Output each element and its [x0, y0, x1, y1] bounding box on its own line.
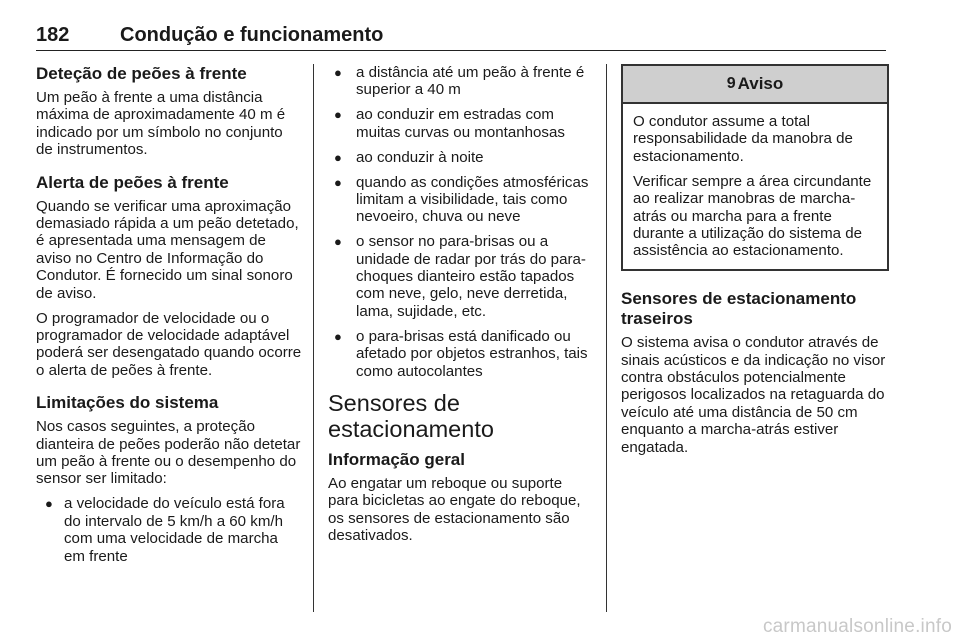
- warning-paragraph: O condutor assume a total responsabilidade da manobra de estacionamento.: [633, 113, 853, 165]
- warning-title: Aviso: [737, 74, 784, 94]
- column-divider: [606, 64, 607, 612]
- list-item-text: ao conduzir à noite: [356, 148, 484, 166]
- bullet-list-conditions: [328, 64, 590, 380]
- paragraph-limitacoes: Nos casos seguintes, a proteção dianteira de peões poderão não detetar um peão à frente ou o desempenho do sensor ser limitado:: [36, 418, 301, 488]
- list-item-text: a distância até um peão à frente é superior a 40 m: [356, 64, 585, 99]
- bullet-icon: ●: [334, 149, 342, 165]
- bullet-icon: ●: [334, 174, 342, 190]
- column-left: [36, 64, 302, 572]
- heading-sensores-traseiros: Sensores de estacionamento traseiros: [621, 289, 857, 329]
- paragraph-programador: O programador de velocidade ou o programador de velocidade adaptável poderá ser desengatado quando ocorre o alerta de peões à frente.: [36, 309, 302, 379]
- page-header: [36, 22, 886, 51]
- page-number: 182: [36, 24, 70, 46]
- list-item: [328, 64, 590, 99]
- list-item: [328, 328, 590, 380]
- paragraph-alerta: Quando se verificar uma aproximação demasiado rápida a um peão detetado, é apresentada uma mensagem de aviso no Centro de Informação do Condutor. É fornecido um sinal sonoro de aviso.: [36, 197, 299, 302]
- warning-paragraph: Verificar sempre a área circundante ao realizar manobras de marcha-atrás ou marcha para a frente durante a utilização do sistema de assistência ao estacionamento.: [633, 172, 872, 260]
- paragraph-reboque: Ao engatar um reboque ou suporte para bicicletas ao engate do reboque, os sensores de estacionamento são desativados.: [328, 475, 581, 545]
- list-item: [328, 174, 590, 226]
- list-item-text: a velocidade do veículo está fora do intervalo de 5 km/h a 60 km/h com uma velocidade de marcha em frente: [64, 495, 285, 565]
- list-item: [328, 233, 590, 320]
- list-item-text: ao conduzir em estradas com muitas curvas ou montanhosas: [356, 106, 565, 141]
- bullet-icon: ●: [334, 234, 342, 250]
- warning-header: [623, 66, 887, 104]
- bullet-icon: ●: [45, 496, 53, 512]
- column-divider: [313, 64, 314, 612]
- list-item-text: o para-brisas está danificado ou afetado por objetos estranhos, tais como autocolantes: [356, 327, 588, 380]
- page-title: Condução e funcionamento: [120, 24, 384, 46]
- heading-alerta: Alerta de peões à frente: [36, 172, 229, 192]
- list-item-text: o sensor no para-brisas ou a unidade de radar por trás do para-choques dianteiro estão tapados com neve, gelo, neve derretida, lama, sujidade, etc.: [356, 233, 586, 320]
- list-item: [36, 495, 302, 565]
- bullet-icon: ●: [334, 107, 342, 123]
- heading-limitacoes: Limitações do sistema: [36, 393, 219, 413]
- paragraph-detecao: Um peão à frente a uma distância máxima de aproximadamente 40 m é indicado por um símbolo no conjunto de instrumentos.: [36, 89, 286, 159]
- watermark: carmanualsonline.info: [762, 616, 952, 637]
- column-right: [621, 64, 889, 464]
- paragraph-sensores-traseiros: O sistema avisa o condutor através de sinais acústicos e da indicação no visor contra obstáculos potencialmente perigosos localizados na retaguarda do veículo até uma distância de 50 cm enquanto a marcha-atrás estiver engatada.: [621, 334, 886, 456]
- section-heading-sensores: Sensores de estacionamento: [328, 390, 494, 442]
- list-item: [328, 149, 590, 166]
- bullet-icon: ●: [334, 328, 342, 344]
- column-middle: [328, 64, 590, 552]
- list-item-text: quando as condições atmosféricas limitam a visibilidade, tais como nevoeiro, chuva ou neve: [356, 173, 589, 226]
- warning-triangle-icon: 9: [726, 75, 736, 93]
- heading-informacao-geral: Informação geral: [328, 450, 465, 469]
- warning-body: [623, 104, 887, 269]
- bullet-list-limitacoes: [36, 495, 302, 565]
- list-item: [328, 106, 590, 141]
- warning-box: [621, 64, 889, 271]
- heading-detecao: Deteção de peões à frente: [36, 64, 247, 83]
- bullet-icon: ●: [334, 65, 342, 80]
